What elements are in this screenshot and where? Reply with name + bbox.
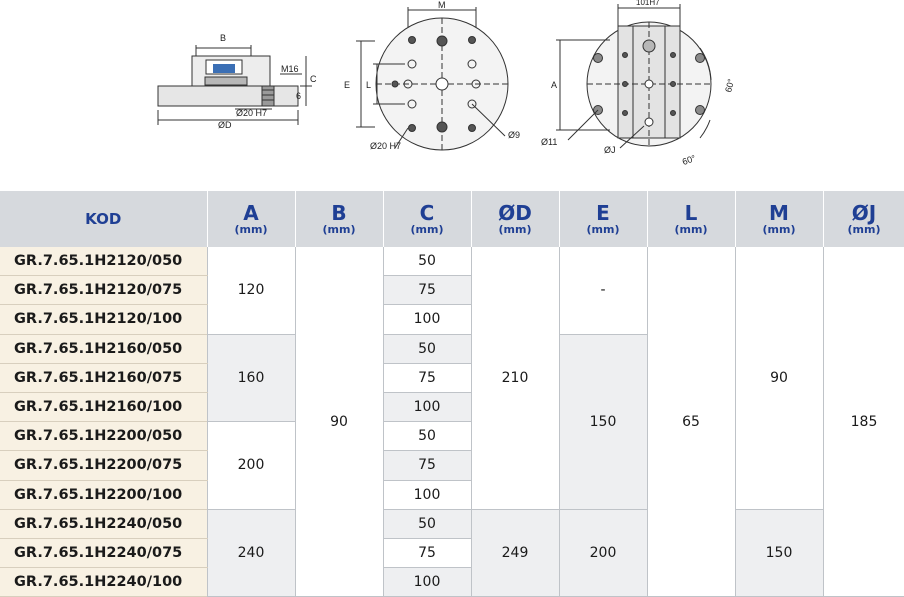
- m-cell: 150: [735, 509, 823, 597]
- side-label-6: 6: [296, 91, 302, 101]
- code-cell: GR.7.65.1H2240/100: [0, 568, 207, 597]
- header-c: C (mm): [383, 191, 471, 247]
- c-cell: 50: [383, 247, 471, 276]
- c-cell: 75: [383, 276, 471, 305]
- e-cell: 200: [559, 509, 647, 597]
- header-b: B (mm): [295, 191, 383, 247]
- spec-table: [0, 191, 904, 597]
- side-label-m16: M16: [281, 64, 299, 74]
- c-cell: 100: [383, 305, 471, 334]
- code-cell: GR.7.65.1H2200/050: [0, 422, 207, 451]
- od-cell: 249: [471, 509, 559, 597]
- code-cell: GR.7.65.1H2240/050: [0, 509, 207, 538]
- code-cell: GR.7.65.1H2120/100: [0, 305, 207, 334]
- plate-label-60-b: 60°: [680, 152, 698, 168]
- od-cell: 210: [471, 247, 559, 509]
- top-label-d9: Ø9: [508, 130, 521, 140]
- table-row: [0, 509, 904, 538]
- code-cell: GR.7.65.1H2160/075: [0, 363, 207, 392]
- side-label-c: C: [310, 74, 317, 84]
- e-cell: 150: [559, 334, 647, 509]
- a-cell: 120: [207, 247, 295, 334]
- plate-label-oj: ØJ: [604, 145, 616, 155]
- a-cell: 200: [207, 422, 295, 510]
- oj-cell: 185: [823, 247, 904, 597]
- plate-label-60-a: 60°: [723, 77, 737, 94]
- header-row: [0, 191, 904, 247]
- a-cell: 240: [207, 509, 295, 597]
- top-label-d20: Ø20 H7: [370, 141, 402, 151]
- code-cell: GR.7.65.1H2240/075: [0, 538, 207, 567]
- code-cell: GR.7.65.1H2120/075: [0, 276, 207, 305]
- c-cell: 50: [383, 422, 471, 451]
- top-view-drawing: [356, 7, 508, 150]
- side-label-d20: Ø20 H7: [236, 108, 268, 118]
- code-cell: GR.7.65.1H2160/050: [0, 334, 207, 363]
- c-cell: 100: [383, 392, 471, 421]
- code-cell: GR.7.65.1H2200/075: [0, 451, 207, 480]
- top-label-l: L: [366, 80, 372, 90]
- c-cell: 100: [383, 568, 471, 597]
- code-cell: GR.7.65.1H2120/050: [0, 247, 207, 276]
- b-cell: 90: [295, 247, 383, 597]
- side-view-drawing: [158, 45, 312, 125]
- m-cell: 90: [735, 247, 823, 509]
- header-e: E (mm): [559, 191, 647, 247]
- table-row: [0, 247, 904, 276]
- top-label-m: M: [438, 0, 446, 10]
- header-m: M (mm): [735, 191, 823, 247]
- technical-drawings: [0, 0, 904, 190]
- c-cell: 75: [383, 538, 471, 567]
- l-cell: 65: [647, 247, 735, 597]
- header-l: L (mm): [647, 191, 735, 247]
- code-cell: GR.7.65.1H2200/100: [0, 480, 207, 509]
- header-od: ØD (mm): [471, 191, 559, 247]
- a-cell: 160: [207, 334, 295, 422]
- plate-view-drawing: [556, 4, 711, 148]
- top-label-e: E: [344, 80, 351, 90]
- side-label-b: B: [220, 33, 227, 43]
- side-label-od: ØD: [218, 120, 232, 130]
- plate-label-d11: Ø11: [541, 137, 558, 147]
- c-cell: 50: [383, 334, 471, 363]
- plate-label-top: 101H7: [636, 0, 660, 7]
- e-cell: -: [559, 247, 647, 334]
- c-cell: 75: [383, 363, 471, 392]
- code-cell: GR.7.65.1H2160/100: [0, 392, 207, 421]
- c-cell: 100: [383, 480, 471, 509]
- header-kod: KOD: [0, 191, 207, 247]
- c-cell: 50: [383, 509, 471, 538]
- c-cell: 75: [383, 451, 471, 480]
- header-oj: ØJ (mm): [823, 191, 904, 247]
- plate-label-a: A: [551, 80, 558, 90]
- header-a: A (mm): [207, 191, 295, 247]
